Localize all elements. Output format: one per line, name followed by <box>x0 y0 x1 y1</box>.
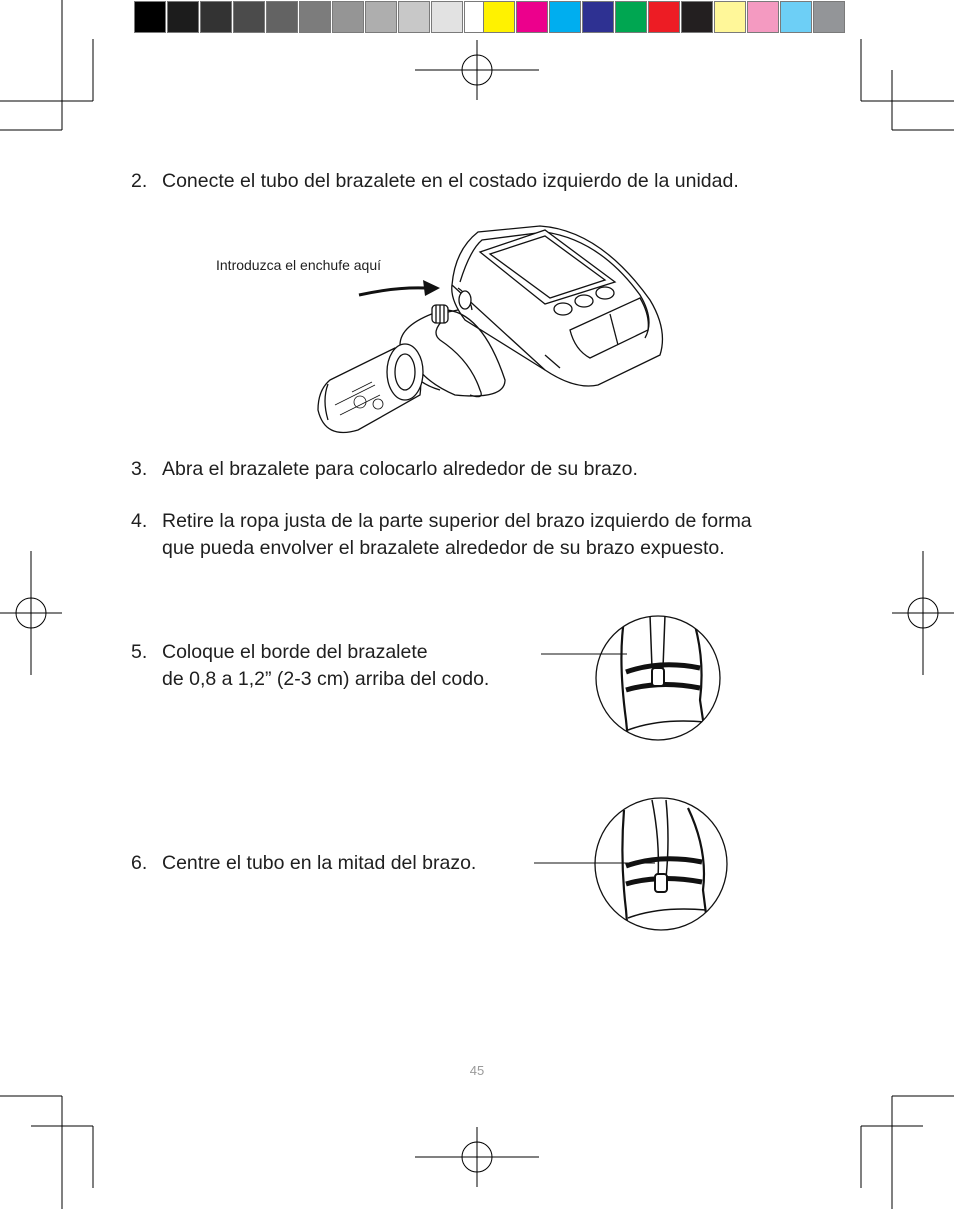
step-6 <box>131 850 476 877</box>
step-5 <box>131 639 489 693</box>
step-number: 4. <box>131 510 148 532</box>
step-text-line-1: Coloque el borde del brazalete <box>162 641 428 663</box>
cuff-illustration <box>318 344 423 433</box>
insert-plug-label: Introduzca el enchufe aquí <box>216 257 382 273</box>
step-number: 5. <box>131 641 148 663</box>
step-4 <box>131 508 752 562</box>
step-text: Abra el brazalete para colocarlo alrededor de su brazo. <box>162 458 638 480</box>
step-number: 3. <box>131 458 148 480</box>
arm-diagram-tube-center <box>534 798 727 935</box>
step-text-line-2: de 0,8 a 1,2” (2-3 cm) arriba del codo. <box>162 668 490 690</box>
step-text: Centre el tubo en la mitad del brazo. <box>162 852 477 874</box>
step-text-line-2: que pueda envolver el brazalete alrededor de su brazo expuesto. <box>162 537 725 559</box>
page-number: 45 <box>469 1063 485 1078</box>
monitor-illustration <box>452 226 663 386</box>
registration-marks <box>0 40 954 1187</box>
insert-arrow <box>359 280 440 296</box>
step-text: Conecte el tubo del brazalete en el costado izquierdo de la unidad. <box>162 170 739 192</box>
step-number: 6. <box>131 852 148 874</box>
arm-diagram-cuff-position <box>541 615 720 740</box>
step-number: 2. <box>131 170 148 192</box>
step-3 <box>131 456 638 483</box>
step-text-line-1: Retire la ropa justa de la parte superior del brazo izquierdo de forma <box>162 510 752 532</box>
step-2 <box>131 168 739 195</box>
